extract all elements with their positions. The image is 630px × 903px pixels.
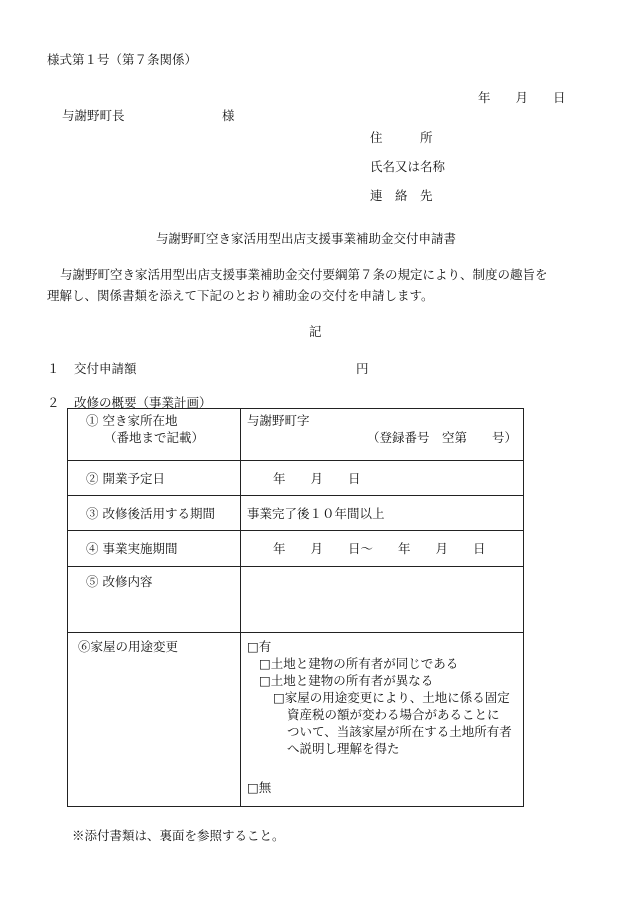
usage-period-label: ③ 改修後活用する期間	[86, 505, 215, 521]
checkbox-explained[interactable]: □家屋の用途変更により、土地に係る固定	[273, 690, 510, 705]
opening-date-value: 年 月 日	[273, 470, 361, 486]
item1-label: 交付申請額	[74, 361, 137, 376]
address-label: 住 所	[370, 130, 433, 145]
usage-change-label-cell	[68, 633, 241, 807]
usage-change-label: ⑥家屋の用途変更	[78, 639, 179, 654]
checkbox-no[interactable]: □無	[247, 780, 272, 795]
body-line-2: 理解し、関係書類を添えて下記のとおり補助金の交付を申請します。	[47, 288, 434, 303]
renovation-label-cell	[68, 567, 241, 633]
explained-text-2: 資産税の額が変わる場合があることに	[287, 707, 500, 722]
explained-text-4: へ説明し理解を得た	[287, 741, 400, 756]
table-row	[68, 567, 524, 633]
item1-unit: 円	[356, 361, 369, 376]
item1-number: １	[47, 361, 60, 376]
footnote: ※添付書類は、裏面を参照すること。	[72, 828, 285, 843]
usage-change-value-cell	[241, 633, 524, 807]
location-value-cell[interactable]	[241, 409, 524, 461]
body-line-1: 与謝野町空き家活用型出店支援事業補助金交付要綱第７条の規定により、制度の趣旨を	[60, 267, 548, 282]
table-row	[68, 633, 524, 807]
location-label: ① 空き家所在地	[86, 413, 178, 428]
item2-label: 改修の概要（事業計画）	[74, 395, 212, 410]
date-line: 年 月 日	[478, 90, 566, 105]
location-value: 与謝野町字	[247, 413, 310, 428]
usage-period-value-cell	[241, 496, 524, 531]
ki-heading: 記	[309, 324, 322, 339]
project-period-value: 年 月 日～ 年 月 日	[273, 541, 486, 556]
table-row	[68, 409, 524, 461]
checkbox-same-owner[interactable]: □土地と建物の所有者が同じである	[259, 656, 459, 671]
table-row	[68, 461, 524, 496]
addressee: 与謝野町長	[62, 108, 125, 123]
table-row	[68, 496, 524, 531]
usage-period-value: 事業完了後１０年間以上	[247, 505, 385, 521]
location-note: （番地まで記載）	[104, 430, 205, 445]
explained-text-3: ついて、当該家屋が所在する土地所有者	[287, 724, 512, 739]
opening-date-label: ② 開業予定日	[86, 470, 165, 486]
project-period-label: ④ 事業実施期間	[86, 541, 178, 556]
opening-date-label-cell	[68, 461, 241, 496]
honorific: 様	[222, 108, 235, 123]
item2-number: ２	[47, 395, 60, 410]
project-period-label-cell	[68, 531, 241, 567]
form-number: 様式第１号（第７条関係）	[47, 52, 198, 67]
renovation-label: ⑤ 改修内容	[86, 574, 153, 589]
renovation-value-cell[interactable]	[241, 567, 524, 633]
opening-date-value-cell[interactable]	[241, 461, 524, 496]
document-title: 与謝野町空き家活用型出店支援事業補助金交付申請書	[156, 231, 457, 246]
checkbox-different-owner[interactable]: □土地と建物の所有者が異なる	[259, 673, 434, 688]
table-row	[68, 531, 524, 567]
location-label-cell	[68, 409, 241, 461]
checkbox-yes[interactable]: □有	[247, 639, 272, 654]
name-label: 氏名又は名称	[370, 159, 446, 174]
registration-number: （登録番号 空第 号）	[366, 430, 517, 445]
usage-period-label-cell	[68, 496, 241, 531]
contact-label: 連 絡 先	[370, 188, 433, 203]
project-period-value-cell[interactable]	[241, 531, 524, 567]
plan-table	[67, 408, 524, 807]
